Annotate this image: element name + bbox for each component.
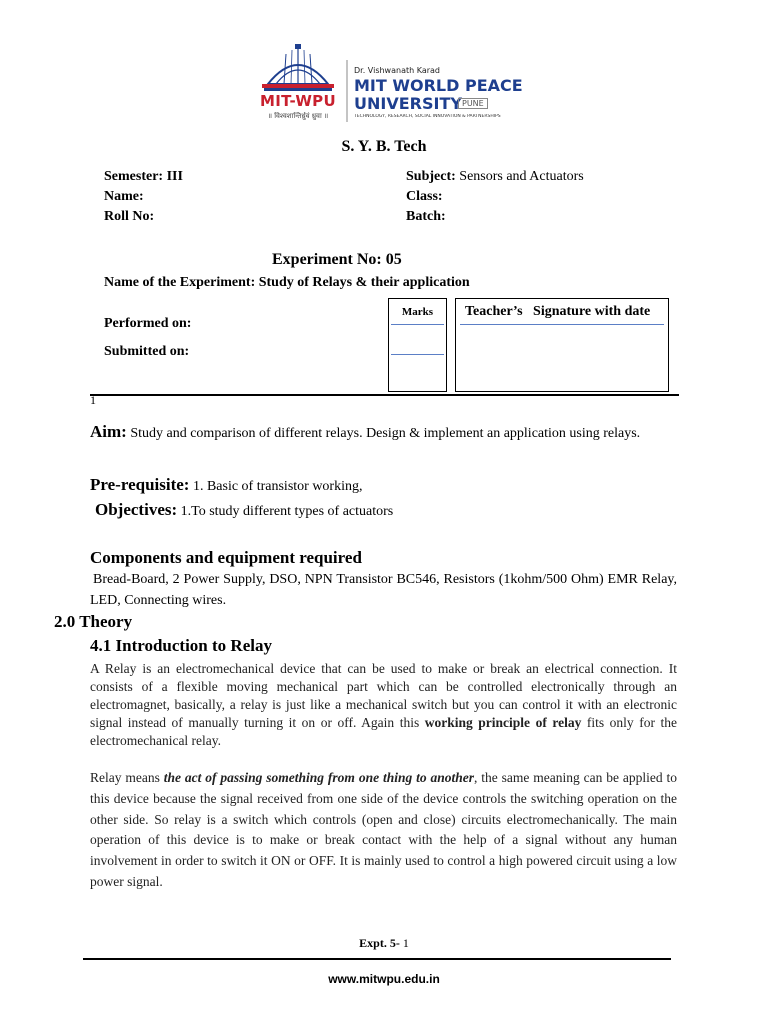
theory-heading: 2.0 Theory bbox=[54, 612, 133, 631]
header-divider bbox=[90, 394, 679, 396]
website-link[interactable]: www.mitwpu.edu.in bbox=[328, 972, 440, 986]
page-label: Expt. 5- bbox=[359, 936, 400, 950]
subject-value: Sensors and Actuators bbox=[459, 169, 584, 184]
marks-separator-1 bbox=[391, 324, 444, 325]
semester-label: Semester: bbox=[104, 169, 164, 184]
objectives-text: 1.To study different types of actuators bbox=[180, 504, 394, 519]
prerequisite-section bbox=[90, 474, 677, 497]
semester-value: III bbox=[166, 169, 183, 184]
marks-box bbox=[388, 298, 447, 392]
submitted-on-label: Submitted on: bbox=[104, 344, 190, 359]
theory-p1-text-b: fits only for the electromechanical relay. bbox=[90, 715, 677, 748]
batch-label: Batch: bbox=[406, 209, 446, 224]
theory-p2-text-b: , the same meaning can be applied to this device because the signal received from one side of the device controls the switching operation on the other side. So relay is a switch which controls (open and close) circuits electromechanically. The main operation of this device is to make or break contact with the help of a signal without any human involvement in order to switch it ON or OFF. It is mainly used to control a high powered circuit using a low power signal. bbox=[90, 770, 677, 889]
prerequisite-label: Pre-requisite: bbox=[90, 475, 190, 494]
page-number bbox=[0, 936, 768, 951]
aim-text: Study and comparison of different relays. Design & implement an application using relays. bbox=[130, 426, 641, 441]
subject-row bbox=[406, 169, 584, 185]
page-number-value: 1 bbox=[402, 936, 409, 950]
marker-number: 1 bbox=[90, 393, 96, 407]
batch-row bbox=[406, 209, 446, 225]
program-title: S. Y. B. Tech bbox=[341, 138, 427, 155]
name-label: Name: bbox=[104, 189, 144, 204]
aim-label: Aim: bbox=[90, 422, 127, 441]
roll-label: Roll No: bbox=[104, 209, 155, 224]
marks-separator-2 bbox=[391, 354, 444, 355]
marks-label: Marks bbox=[401, 306, 434, 318]
footer-divider bbox=[83, 958, 671, 960]
theory-p2-emphasis: the act of passing something from one thing to another bbox=[163, 770, 474, 785]
signature-separator bbox=[460, 324, 664, 325]
subject-label: Subject: bbox=[406, 169, 456, 184]
performed-on-label: Performed on: bbox=[104, 316, 192, 331]
theory-paragraph-1 bbox=[90, 660, 677, 750]
theory-paragraph-2 bbox=[90, 768, 677, 893]
theory-p1-bold: working principle of relay bbox=[424, 715, 582, 730]
logo-line2: UNIVERSITY bbox=[354, 94, 462, 113]
prerequisite-text: 1. Basic of transistor working, bbox=[192, 479, 363, 494]
semester-row bbox=[104, 169, 183, 185]
roll-row bbox=[104, 209, 154, 225]
signature-label: Teacher’s Signature with date bbox=[465, 304, 651, 319]
components-heading: Components and equipment required bbox=[90, 548, 362, 567]
theory-p2-text-a: Relay means bbox=[90, 770, 164, 785]
experiment-number: Experiment No: 05 bbox=[272, 251, 402, 268]
objectives-section bbox=[95, 499, 677, 522]
relay-intro-heading: 4.1 Introduction to Relay bbox=[90, 636, 272, 655]
university-logo bbox=[258, 44, 523, 124]
objectives-label: Objectives: bbox=[95, 500, 178, 519]
aim-section bbox=[90, 421, 677, 444]
experiment-name: Name of the Experiment: Study of Relays & their application bbox=[104, 275, 470, 290]
logo-tagline: TECHNOLOGY, RESEARCH, SOCIAL INNOVATION & PARTNERSHIPS bbox=[354, 114, 501, 119]
class-label: Class: bbox=[406, 189, 443, 204]
name-row bbox=[104, 189, 144, 205]
logo-city: PUNE bbox=[458, 98, 488, 109]
theory-p1-text-a: A Relay is an electromechanical device that can be used to make or break an electrical connection. It consists of a flexible moving mechanical part which can be controlled electronically through an electromagnet, basically, a relay is just like a mechanical switch but you can control it with an electronic signal instead of manually turning it on or off. Again this bbox=[90, 661, 677, 730]
logo-line1: MIT WORLD PEACE bbox=[354, 76, 523, 95]
class-row bbox=[406, 189, 443, 205]
logo-founder: Dr. Vishwanath Karad bbox=[354, 66, 441, 75]
signature-box bbox=[455, 298, 669, 392]
logo-hindi-text: ॥ विश्वशान्तिर्ध्रुवं ध्रुवा ॥ bbox=[267, 112, 329, 120]
logo-short-name: MIT-WPU bbox=[260, 92, 336, 110]
components-text: Bread-Board, 2 Power Supply, DSO, NPN Transistor BC546, Resistors (1kohm/500 Ohm) EMR Relay, LED, Connecting wires. bbox=[90, 572, 677, 608]
